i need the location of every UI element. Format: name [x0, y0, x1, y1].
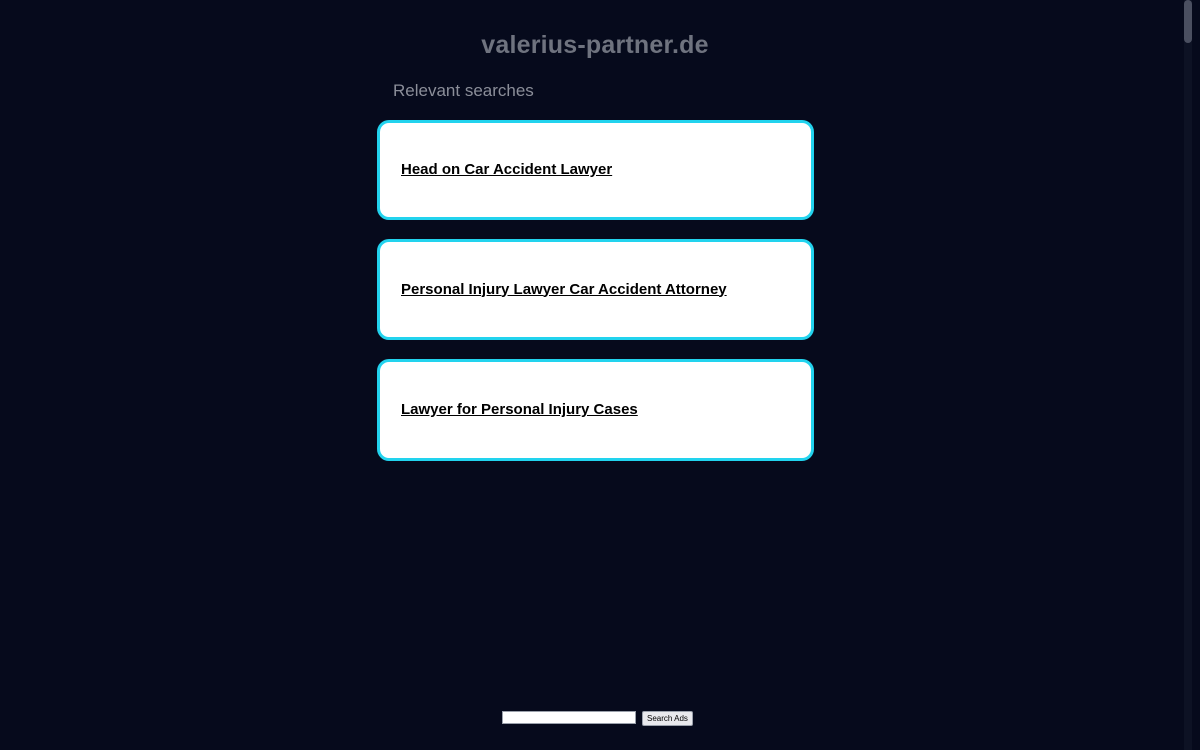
ad-card-list	[377, 120, 814, 461]
ad-card[interactable]	[377, 120, 814, 220]
ad-link[interactable]: Personal Injury Lawyer Car Accident Attorney	[401, 280, 727, 298]
scrollbar-track[interactable]	[1184, 0, 1192, 750]
scrollbar-thumb[interactable]	[1184, 0, 1192, 43]
ad-link[interactable]: Head on Car Accident Lawyer	[401, 161, 613, 178]
ad-card[interactable]	[377, 359, 814, 461]
ad-card[interactable]	[377, 239, 814, 340]
search-ads-button[interactable]: Search Ads	[642, 711, 693, 726]
page-title: valerius-partner.de	[481, 31, 709, 59]
search-input[interactable]	[502, 711, 636, 724]
footer-search-form	[502, 711, 693, 726]
relevant-searches-label: Relevant searches	[393, 81, 534, 100]
ad-link[interactable]: Lawyer for Personal Injury Cases	[401, 401, 638, 418]
